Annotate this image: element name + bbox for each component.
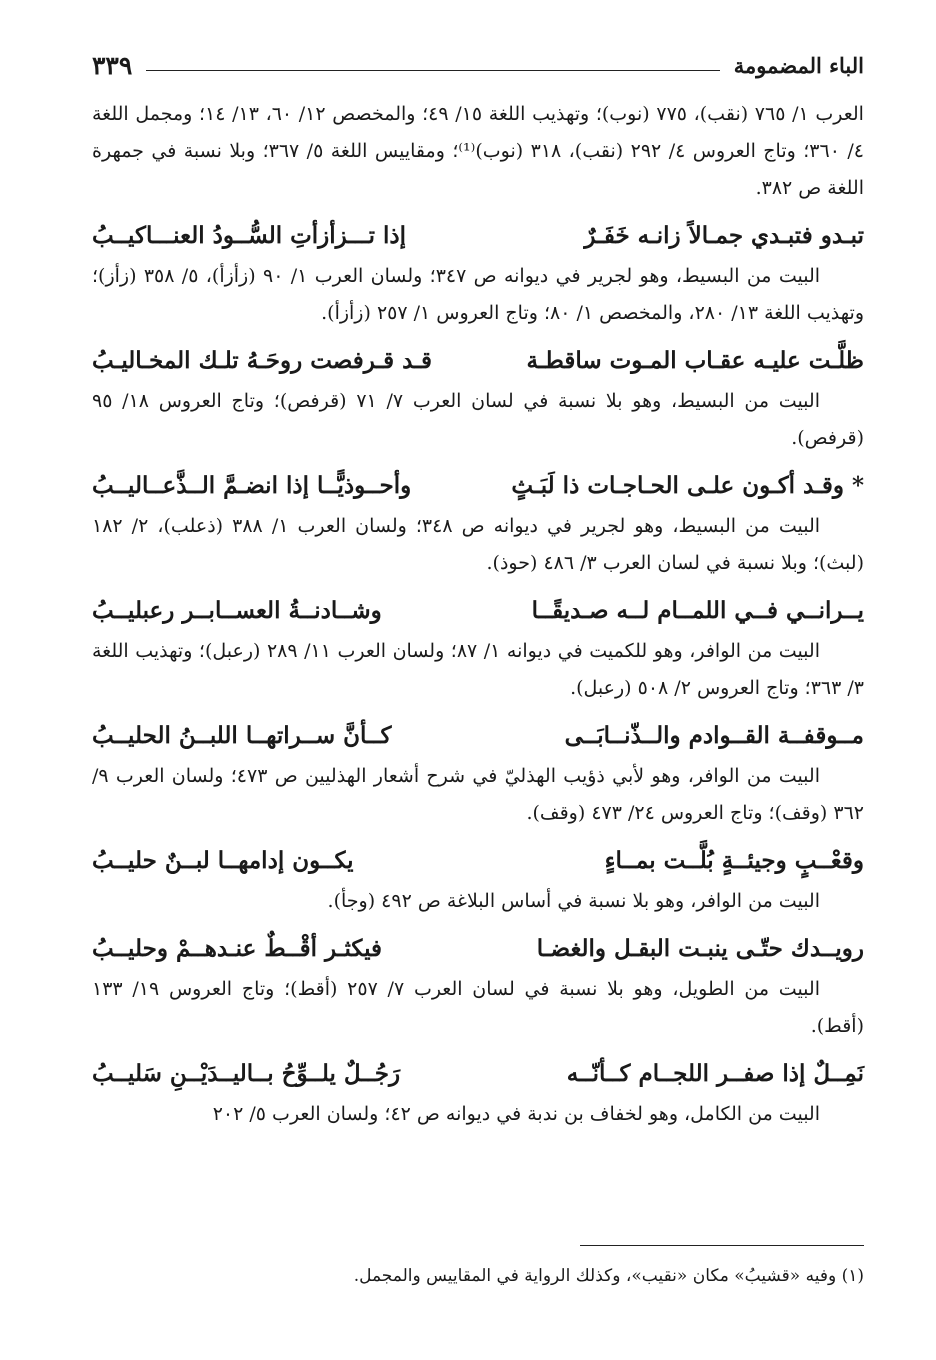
verse-commentary: البيت من الكامل، وهو لخفاف بن ندبة في ديوانه ص ٤٢؛ ولسان العرب ٥/ ٢٠٢: [212, 1103, 820, 1125]
verse-7: [92, 933, 864, 965]
page-header: [92, 48, 864, 82]
second-hemistich: إذا تـــزأزأتِ السُّــودُ العنـــاكيــبُ: [92, 222, 407, 249]
verse-commentary: البيت من الوافر، وهو بلا نسبة في أساس البلاغة ص ٤٩٢ (وجأ).: [327, 890, 820, 912]
verse-commentary: البيت من الوافر، وهو للكميت في ديوانه ١/ ٨٧؛ ولسان العرب ١١/ ٢٨٩ (رعبل)؛ وتهذيب اللغة ٣/ ٣٦٣؛ وتاج العروس ٢/ ٥٠٨ (رعبل).: [92, 640, 864, 699]
footnote-separator: [580, 1245, 864, 1246]
second-hemistich: يكــون إدامهــا لبــنٌ حليــبُ: [92, 847, 354, 874]
verse-3: [92, 470, 864, 502]
second-hemistich: وشــادنــةُ العســابــر رعبليــبُ: [92, 597, 382, 624]
first-hemistich: تبـدو فتبـدي جمـالاً زانـه خَفَـرٌ: [584, 222, 864, 249]
verse-1: [92, 220, 864, 252]
page-body: [92, 96, 864, 1133]
first-hemistich: يــرانــي فــي اللمــام لــه صـديقًــا: [531, 597, 864, 624]
verse-commentary: البيت من الوافر، وهو لأبي ذؤيب الهذليّ في شرح أشعار الهذليين ص ٤٧٣؛ ولسان العرب ٩/ ٣٦٢ (وقف)؛ وتاج العروس ٢٤/ ٤٧٣ (وقف).: [92, 765, 864, 824]
chapter-title: الباء المضمومة: [733, 52, 864, 78]
verse-5: [92, 720, 864, 752]
first-hemistich: رويــدك حتّـى ينبـت البقـل والغضـا: [536, 935, 864, 962]
first-hemistich: وقعْــبٍ وجيئــةٍ بُلَّــت بمــاءٍ: [604, 847, 864, 874]
first-hemistich: * وقـد أكـون علـى الحـاجـات ذا لَبَـثٍ: [511, 472, 864, 499]
intro-paragraph: العرب ١/ ٧٦٥ (نقب)، ٧٧٥ (نوب)؛ وتهذيب اللغة ١٥/ ٤٩؛ والمخصص ١٢/ ٦٠، ١٣/ ١٤؛ ومجمل اللغة ٤/ ٣٦٠؛ وتاج العروس ٤/ ٢٩٢ (نقب)، ٣١٨ (نوب)⁽¹⁾؛ ومقاييس اللغة ٥/ ٣٦٧؛ وبلا نسبة في جمهرة اللغة ص ٣٨٢.: [92, 103, 864, 199]
second-hemistich: فيكثـر أقْــطٌ عنـدهــمْ وحليــبُ: [92, 935, 383, 962]
second-hemistich: وأحــوذيًّــا إذا انضـمَّ الــذَّعــاليــبُ: [92, 472, 412, 499]
page-number: ٣٣٩: [92, 50, 133, 80]
first-hemistich: ظلَّـت عليـه عقـاب المـوت ساقطـة: [526, 347, 864, 374]
verse-8: [92, 1058, 864, 1090]
second-hemistich: قـد قـرفصت روحَـهُ تلـك المخـاليـبُ: [92, 347, 432, 374]
verse-commentary: البيت من البسيط، وهو لجرير في ديوانه ص ٣٤٨؛ ولسان العرب ١/ ٣٨٨ (ذعلب)، ٢/ ١٨٢ (لبث)؛ وبلا نسبة في لسان العرب ٣/ ٤٨٦ (حوذ).: [92, 515, 864, 574]
header-rule: [146, 70, 719, 71]
verse-commentary: البيت من البسيط، وهو لجرير في ديوانه ص ٣٤٧؛ ولسان العرب ١/ ٩٠ (زأزأ)، ٥/ ٣٥٨ (زأز)؛ وتهذيب اللغة ١٣/ ٢٨٠، والمخصص ١/ ٨٠؛ وتاج العروس ١/ ٢٥٧ (زأزأ).: [92, 265, 864, 324]
verse-4: [92, 595, 864, 627]
verse-commentary: البيت من البسيط، وهو بلا نسبة في لسان العرب ٧/ ٧١ (قرفص)؛ وتاج العروس ١٨/ ٩٥ (قرفص).: [92, 390, 864, 449]
second-hemistich: كــأنَّ ســراتهــا اللبــنُ الحليــبُ: [92, 722, 392, 749]
second-hemistich: رَجُــلٌ يلــوِّحُ بــاليــدَيْــنِ سَليــبُ: [92, 1060, 401, 1087]
verse-6: [92, 845, 864, 877]
verse-2: [92, 345, 864, 377]
first-hemistich: نَمِــلٌ إذا صفــر اللجــام كــأنّــه: [566, 1060, 864, 1087]
footnote: (١) وفيه «قشيبُ» مكان «نقيب»، وكذلك الرواية في المقاييس والمجمل.: [353, 1266, 864, 1286]
first-hemistich: مــوقفــة القــوادم والــذّنــابَــى: [564, 722, 864, 749]
verse-commentary: البيت من الطويل، وهو بلا نسبة في لسان العرب ٧/ ٢٥٧ (أقط)؛ وتاج العروس ١٩/ ١٣٣ (أقط).: [92, 978, 864, 1037]
